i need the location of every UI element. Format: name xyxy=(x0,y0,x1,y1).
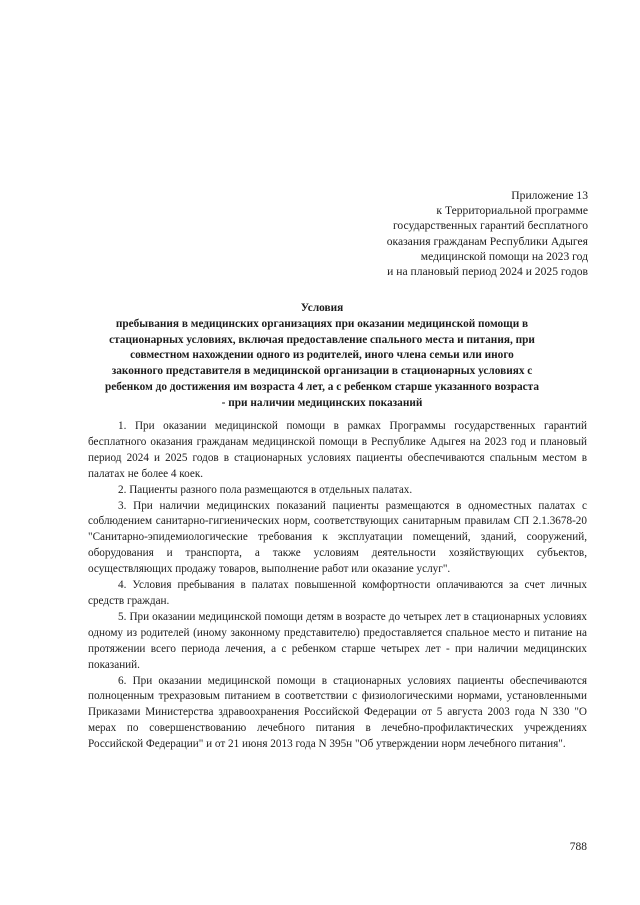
title-line: стационарных условиях, включая предоставление спального места и питания, при xyxy=(109,333,535,346)
title-line: совместном нахождении одного из родителей, иного члена семьи или иного xyxy=(130,349,514,362)
appendix-line: государственных гарантий бесплатного xyxy=(392,219,588,233)
appendix-line: медицинской помощи на 2023 год xyxy=(420,249,588,263)
title-line: законного представителя в медицинской организации в стационарных условиях с xyxy=(111,365,533,378)
title-line: ребенком до достижения им возраста 4 лет, а с ребенком старше указанного возраста xyxy=(104,380,540,393)
appendix-line: оказания гражданам Республики Адыгея xyxy=(386,234,588,248)
paragraph-2: 2. Пациенты разного пола размещаются в отдельных палатах. xyxy=(118,483,413,496)
paragraph-4: 4. Условия пребывания в палатах повышенной комфортности оплачиваются за счет личных средств граждан. xyxy=(88,579,587,607)
paragraph-1: 1. При оказании медицинской помощи в рамках Программы государственных гарантий бесплатного оказания гражданам медицинской помощи в Республике Адыгея на 2023 год и плановый период 2024 и 2025 годов в стационарных условиях пациенты обеспечиваются спальным местом в палатах не более 4 коек. xyxy=(88,420,587,480)
document-title xyxy=(80,301,564,412)
appendix-line: к Территориальной программе xyxy=(436,204,588,218)
paragraph-6: 6. При оказании медицинской помощи в стационарных условиях пациенты обеспечиваются полноценным трехразовым питанием в соответствии с физиологическими нормами, установленными Приказами Министерства здравоохранения Российской Федерации от 5 августа 2003 года N 330 "О мерах по совершенствованию лечебного питания в лечебно-профилактических учреждениях Российской Федерации" и от 21 июня 2013 года N 395н "Об утверждении норм лечебного питания". xyxy=(88,674,587,751)
title-line: пребывания в медицинских организациях при оказании медицинской помощи в xyxy=(115,317,529,330)
paragraph-3: 3. При наличии медицинских показаний пациенты размещаются в одноместных палатах с соблюдением санитарно-гигиенических норм, соответствующих санитарным правилам СП 2.1.3678-20 "Санитарно-эпидемиологические требования к эксплуатации помещений, зданий, сооружений, оборудования и транспорта, а также условиям деятельности хозяйствующих субъектов, осуществляющих продажу товаров, выполнение работ или оказание услуг". xyxy=(88,499,587,576)
appendix-header xyxy=(328,188,588,279)
document-body xyxy=(88,419,587,753)
appendix-line: и на плановый период 2024 и 2025 годов xyxy=(387,265,588,279)
title-line: Условия xyxy=(300,302,344,314)
page-number: 788 xyxy=(569,841,587,853)
appendix-line: Приложение 13 xyxy=(511,189,588,202)
paragraph-5: 5. При оказании медицинской помощи детям в возрасте до четырех лет в стационарных условиях одному из родителей (иному законному представителю) предоставляется спальное место и питание на протяжении всего периода лечения, а с ребенком старше четырех лет - при наличии медицинских показаний. xyxy=(88,610,587,671)
title-line: - при наличии медицинских показаний xyxy=(221,396,423,409)
